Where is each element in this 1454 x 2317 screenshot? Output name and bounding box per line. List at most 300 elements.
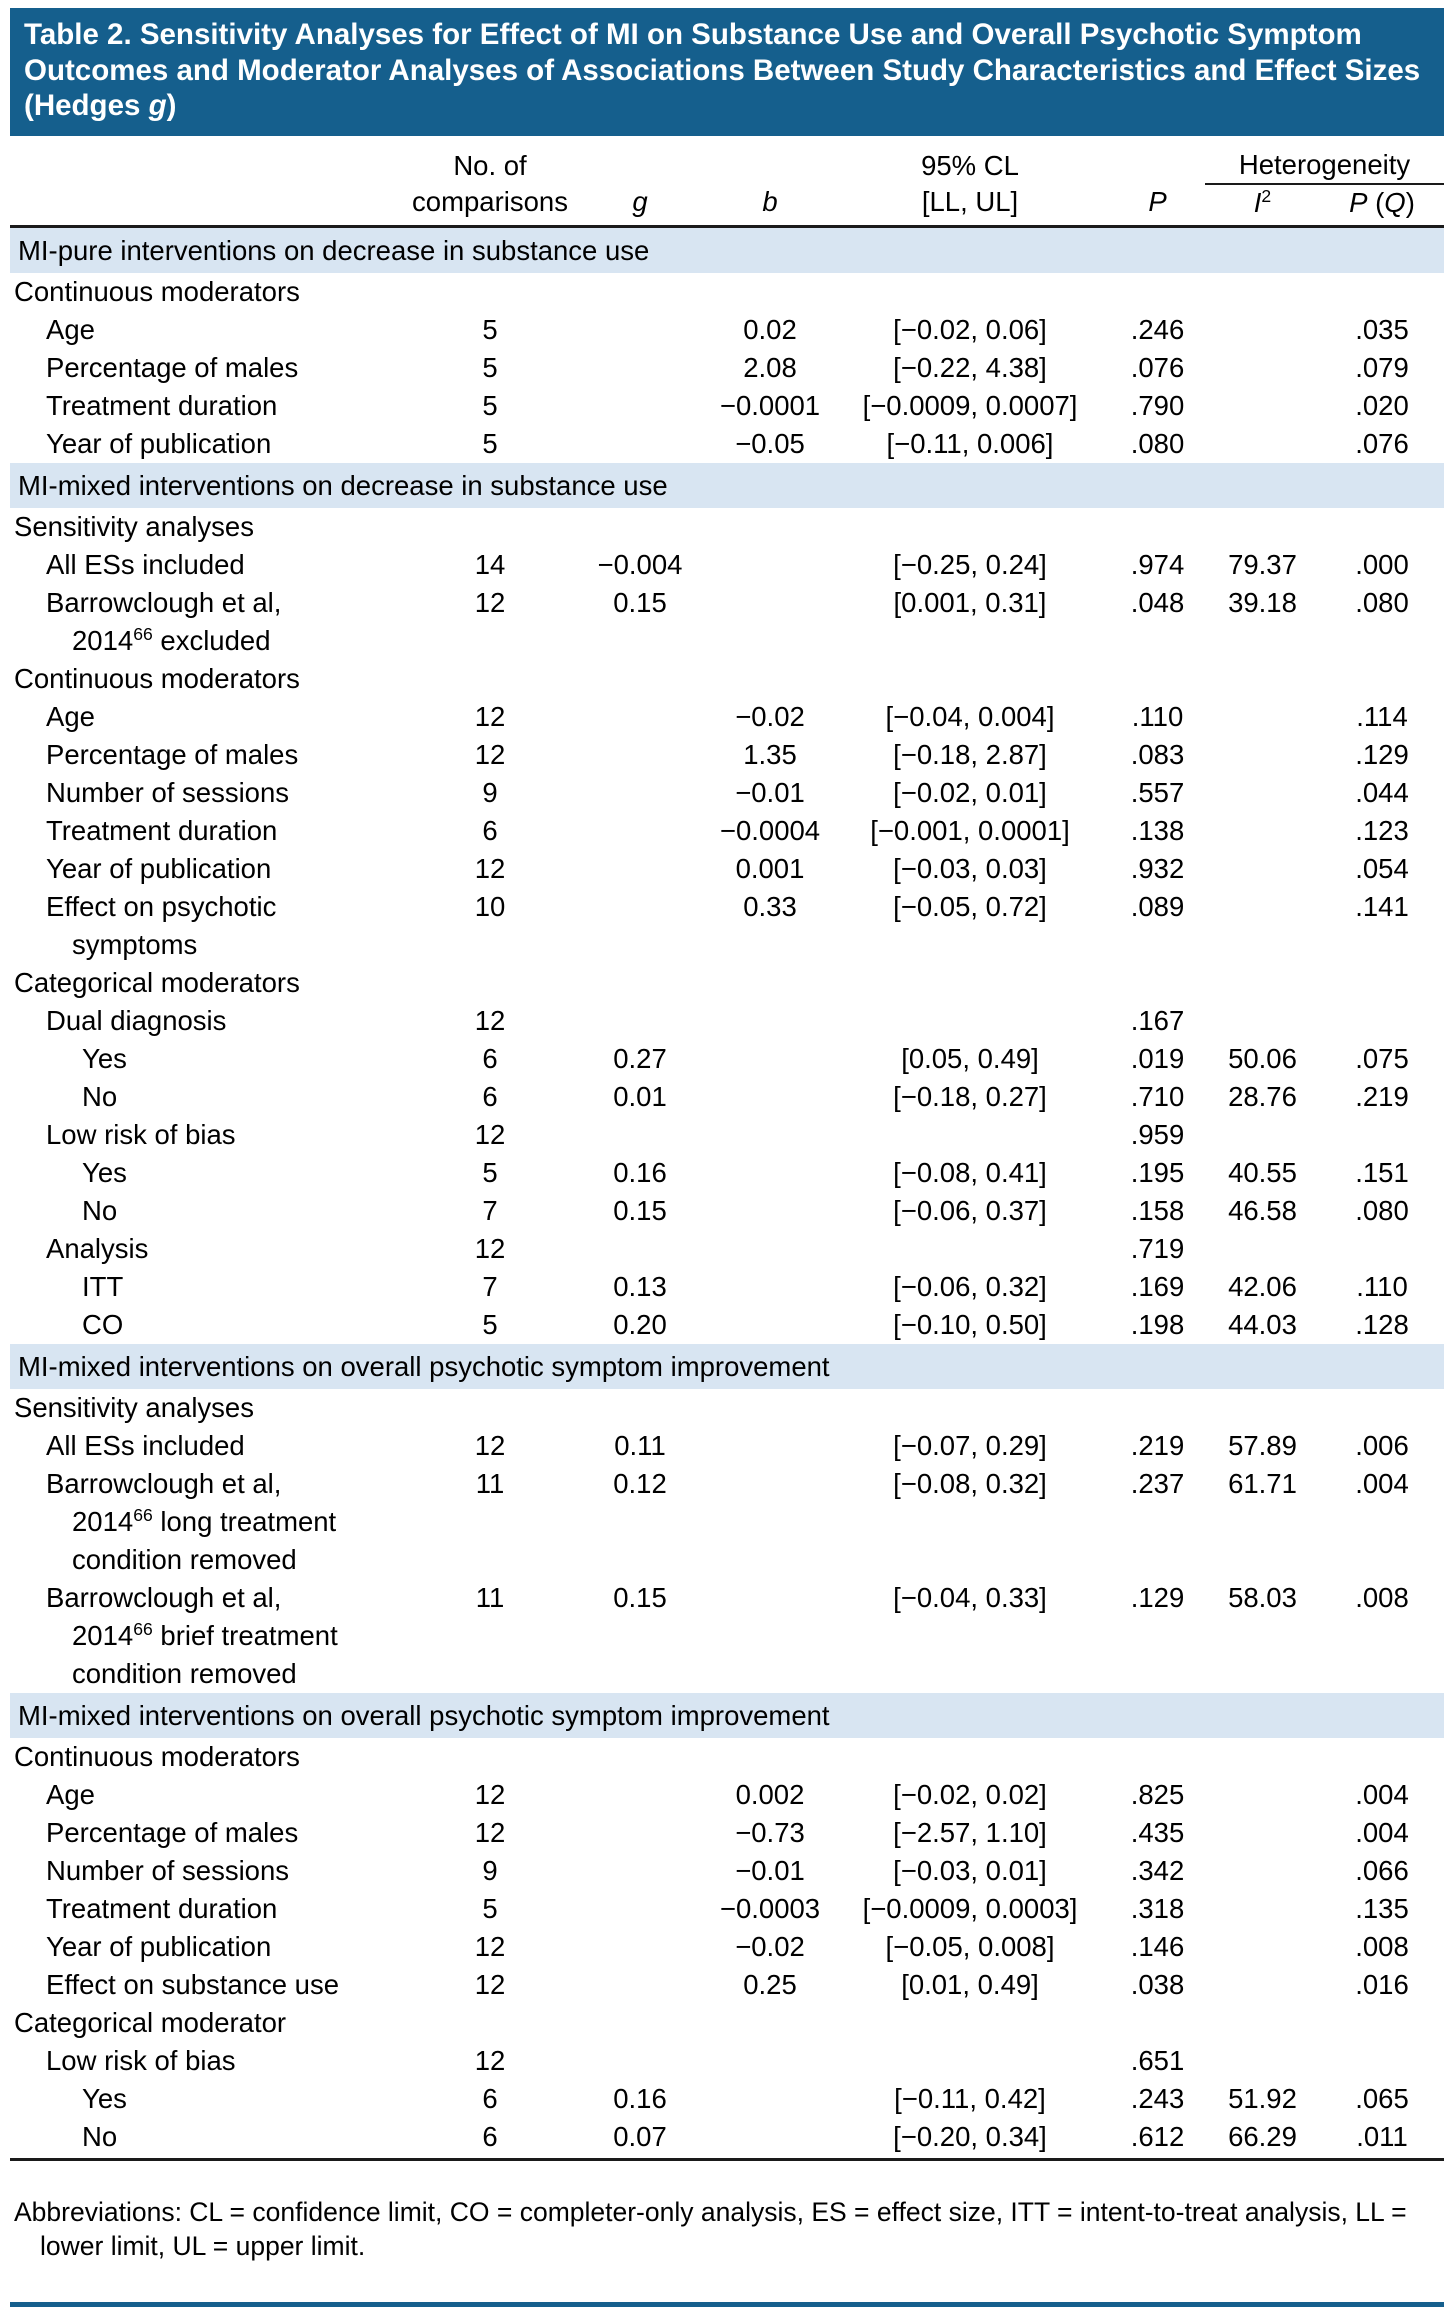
row-label: Effect on substance use [46, 1968, 340, 2000]
col-stub-blank [10, 139, 410, 184]
cell-comparisons: 14 [474, 548, 506, 580]
cell-p: .719 [1130, 1232, 1185, 1264]
cell-b: 0.002 [735, 1778, 805, 1810]
cell-comparisons: 6 [482, 1042, 498, 1074]
cell-b [710, 2042, 830, 2080]
cell-i2: 57.89 [1228, 1429, 1297, 1461]
cell-ci: [0.01, 0.49] [901, 1968, 1039, 2000]
table-row [10, 349, 1444, 387]
cell-g: 0.15 [613, 586, 667, 618]
cell-i2: 40.55 [1228, 1156, 1297, 1188]
cell-g: 0.16 [613, 1156, 667, 1188]
abbreviations-note: Abbreviations: CL = confidence limit, CO = completer-only analysis, ES = effect size, ITT = intent-to-treat analysis, LL = lower limit, UL = upper limit. [14, 2197, 1407, 2261]
table-row [10, 1306, 1444, 1344]
cell-b [710, 2080, 830, 2118]
cell-i2 [1205, 736, 1320, 774]
group-label: Sensitivity analyses [14, 510, 254, 542]
table-row [10, 1040, 1444, 1078]
cell-b: 0.02 [743, 313, 797, 345]
cell-g: 0.11 [614, 1429, 666, 1461]
cell-ci: [−0.20, 0.34] [893, 2120, 1047, 2152]
cell-g [570, 850, 710, 888]
row-label: Age [46, 313, 95, 345]
section-row [10, 226, 1444, 273]
cell-pq: .016 [1355, 1968, 1409, 2000]
cell-ci: [−0.05, 0.72] [893, 890, 1047, 922]
cell-i2 [1205, 812, 1320, 850]
cell-g: 0.01 [613, 1080, 667, 1112]
cell-p: .557 [1130, 776, 1185, 808]
header-row-bottom [10, 184, 1444, 227]
group-label: Continuous moderators [14, 1740, 300, 1772]
cell-pq: .008 [1355, 1930, 1409, 1962]
table-row [10, 1002, 1444, 1040]
cell-b: −0.0003 [719, 1892, 821, 1924]
cell-pq: .141 [1355, 890, 1409, 922]
cell-p: .129 [1130, 1581, 1185, 1613]
cell-g [570, 425, 710, 463]
cell-pq: .135 [1355, 1892, 1409, 1924]
cell-g: −0.004 [597, 548, 683, 580]
cell-i2: 28.76 [1228, 1080, 1297, 1112]
row-label: Effect on psychotic symptoms [46, 890, 277, 960]
cell-comparisons: 5 [482, 1892, 498, 1924]
cell-pq: .114 [1356, 700, 1408, 732]
cell-p: .790 [1130, 389, 1185, 421]
table-row [10, 1966, 1444, 2004]
col-b: b [710, 184, 830, 227]
cell-g: 0.15 [613, 1581, 667, 1613]
row-label: Low risk of bias [46, 1118, 236, 1150]
cell-pq: .020 [1355, 389, 1409, 421]
cell-pq: .076 [1355, 427, 1409, 459]
cell-ci [830, 1116, 1110, 1154]
cell-i2: 39.18 [1228, 586, 1297, 618]
cell-ci: [0.05, 0.49] [901, 1042, 1039, 1074]
cell-ci: [−0.18, 0.27] [893, 1080, 1047, 1112]
row-label: No [82, 2120, 118, 2152]
table-row [10, 1928, 1444, 1966]
cell-b: −0.01 [735, 1854, 805, 1886]
row-label: Treatment duration [46, 1892, 278, 1924]
table-row [10, 1268, 1444, 1306]
cell-comparisons: 7 [482, 1270, 498, 1302]
cell-p: .219 [1130, 1429, 1185, 1461]
cell-p: .080 [1130, 427, 1185, 459]
cell-p: .083 [1130, 738, 1185, 770]
cell-ci: [−0.02, 0.01] [893, 776, 1047, 808]
cell-i2 [1205, 888, 1320, 964]
cell-p: .198 [1130, 1308, 1185, 1340]
col-g-spacer [570, 139, 710, 184]
cell-p: .076 [1130, 351, 1185, 383]
cell-pq: .006 [1355, 1429, 1409, 1461]
table-row [10, 311, 1444, 349]
cell-p: .019 [1130, 1042, 1185, 1074]
table-row [10, 2080, 1444, 2118]
group-row [10, 2004, 1444, 2042]
cell-g [570, 1852, 710, 1890]
cell-b [710, 546, 830, 584]
cell-comparisons: 12 [474, 1968, 506, 2000]
table-row [10, 1427, 1444, 1465]
row-label: Barrowclough et al, 2014$^{66}$ excluded [46, 586, 282, 656]
cell-p: .959 [1130, 1118, 1185, 1150]
cell-comparisons: 12 [474, 1930, 506, 1962]
cell-ci: [−0.0009, 0.0003] [862, 1892, 1078, 1924]
cell-comparisons: 12 [474, 1004, 506, 1036]
section-label: MI-mixed interventions on overall psychotic symptom improvement [10, 1693, 1444, 1738]
cell-i2 [1205, 698, 1320, 736]
table-row [10, 387, 1444, 425]
cell-pq: .065 [1355, 2082, 1409, 2114]
cell-pq: .129 [1355, 738, 1409, 770]
cell-comparisons: 6 [482, 814, 498, 846]
cell-ci: [−0.11, 0.42] [894, 2082, 1046, 2114]
group-row [10, 1389, 1444, 1427]
cell-i2 [1205, 1928, 1320, 1966]
cell-g [570, 1002, 710, 1040]
cell-pq: .219 [1355, 1080, 1409, 1112]
cell-b [710, 1192, 830, 1230]
cell-g [570, 1928, 710, 1966]
cell-ci: [−0.04, 0.004] [885, 700, 1055, 732]
cell-ci: [−0.25, 0.24] [893, 548, 1047, 580]
cell-b [710, 1230, 830, 1268]
cell-comparisons: 6 [482, 2120, 498, 2152]
cell-b [710, 1154, 830, 1192]
cell-i2: 66.29 [1228, 2120, 1297, 2152]
section-row [10, 1693, 1444, 1738]
cell-b: −0.0001 [719, 389, 821, 421]
cell-b [710, 1078, 830, 1116]
group-label: Categorical moderator [14, 2006, 287, 2038]
cell-g [570, 349, 710, 387]
row-label: No [82, 1194, 118, 1226]
cell-ci: [−0.02, 0.06] [893, 313, 1047, 345]
cell-pq: .110 [1356, 1270, 1408, 1302]
bottom-rule [10, 2302, 1444, 2307]
table-row [10, 812, 1444, 850]
cell-pq: .066 [1355, 1854, 1409, 1886]
cell-i2 [1205, 1116, 1320, 1154]
cell-comparisons: 6 [482, 2082, 498, 2114]
cell-b: 1.35 [743, 738, 797, 770]
cell-g: 0.13 [613, 1270, 667, 1302]
group-row [10, 508, 1444, 546]
row-label: Barrowclough et al, 2014$^{66}$ brief treatment condition removed [46, 1581, 338, 1689]
cell-b [710, 1427, 830, 1465]
row-label: Number of sessions [46, 1854, 290, 1886]
cell-i2: 46.58 [1228, 1194, 1297, 1226]
col-ci-line1: 95% CL [921, 149, 1019, 181]
table-row [10, 1814, 1444, 1852]
col-b-spacer [710, 139, 830, 184]
row-label: Year of publication [46, 852, 272, 884]
row-label: Barrowclough et al, 2014$^{66}$ long treatment condition removed [46, 1467, 337, 1575]
cell-b: −0.05 [735, 427, 805, 459]
cell-i2: 50.06 [1228, 1042, 1297, 1074]
cell-i2 [1205, 1230, 1320, 1268]
cell-i2: 44.03 [1228, 1308, 1297, 1340]
section-label: MI-mixed interventions on overall psychotic symptom improvement [10, 1344, 1444, 1389]
cell-pq: .080 [1355, 586, 1409, 618]
cell-i2: 61.71 [1228, 1467, 1297, 1499]
cell-pq: .000 [1355, 548, 1409, 580]
cell-b: −0.02 [735, 1930, 805, 1962]
cell-p: .038 [1130, 1968, 1185, 2000]
cell-i2 [1205, 387, 1320, 425]
row-label: Analysis [46, 1232, 149, 1264]
cell-pq [1320, 1230, 1444, 1268]
cell-pq: .035 [1355, 313, 1409, 345]
cell-p: .651 [1130, 2044, 1185, 2076]
cell-p: .138 [1130, 814, 1185, 846]
cell-i2 [1205, 774, 1320, 812]
cell-ci: [−0.03, 0.03] [893, 852, 1047, 884]
group-row [10, 273, 1444, 311]
row-label: Percentage of males [46, 738, 299, 770]
cell-p: .825 [1130, 1778, 1185, 1810]
cell-comparisons: 12 [474, 1232, 506, 1264]
group-label: Categorical moderators [14, 966, 300, 998]
table-2 [10, 139, 1444, 2156]
cell-i2: 42.06 [1228, 1270, 1297, 1302]
cell-pq [1320, 1116, 1444, 1154]
table-row [10, 1192, 1444, 1230]
col-i2: $I^2$ [1205, 184, 1320, 227]
cell-ci: [−0.18, 2.87] [893, 738, 1047, 770]
cell-comparisons: 5 [482, 389, 498, 421]
cell-pq: .080 [1355, 1194, 1409, 1226]
header-row-top [10, 139, 1444, 184]
cell-pq: .004 [1355, 1816, 1409, 1848]
col-ci-line2: [LL, UL] [830, 184, 1110, 227]
group-row [10, 660, 1444, 698]
row-label: Yes [82, 1156, 127, 1188]
table-row [10, 1579, 1444, 1693]
cell-p: .048 [1130, 586, 1185, 618]
section-label: MI-pure interventions on decrease in substance use [10, 226, 1444, 273]
row-label: All ESs included [46, 548, 245, 580]
table-row [10, 1465, 1444, 1579]
cell-b [710, 584, 830, 660]
cell-g [570, 888, 710, 964]
cell-comparisons: 5 [482, 427, 498, 459]
cell-comparisons: 9 [482, 776, 498, 808]
cell-ci: [−0.10, 0.50] [893, 1308, 1047, 1340]
row-label: Treatment duration [46, 814, 278, 846]
cell-comparisons: 5 [482, 1308, 498, 1340]
cell-ci [830, 1002, 1110, 1040]
cell-pq: .075 [1355, 1042, 1409, 1074]
cell-comparisons: 12 [474, 1429, 506, 1461]
cell-p: .318 [1130, 1892, 1185, 1924]
table-row [10, 1776, 1444, 1814]
cell-pq: .128 [1355, 1308, 1409, 1340]
cell-ci: [−0.06, 0.32] [893, 1270, 1047, 1302]
table-body [10, 226, 1444, 2156]
section-row [10, 1344, 1444, 1389]
cell-b [710, 1306, 830, 1344]
cell-p: .435 [1130, 1816, 1185, 1848]
cell-ci [830, 1230, 1110, 1268]
cell-ci: [−0.05, 0.008] [885, 1930, 1055, 1962]
cell-g [570, 774, 710, 812]
cell-p: .974 [1130, 548, 1185, 580]
table-row [10, 584, 1444, 660]
cell-ci: [−0.11, 0.006] [886, 427, 1054, 459]
cell-comparisons: 12 [474, 738, 506, 770]
cell-b [710, 1579, 830, 1693]
row-label: Percentage of males [46, 1816, 299, 1848]
cell-p: .110 [1131, 700, 1184, 732]
table-row [10, 2042, 1444, 2080]
cell-ci: [−0.06, 0.37] [893, 1194, 1047, 1226]
cell-g [570, 1776, 710, 1814]
cell-g [570, 698, 710, 736]
col-comparisons-line1: No. of [453, 149, 527, 181]
cell-p: .169 [1130, 1270, 1185, 1302]
table-header [10, 139, 1444, 227]
table-title-banner [10, 8, 1444, 136]
group-label: Continuous moderators [14, 275, 300, 307]
row-label: Dual diagnosis [46, 1004, 227, 1036]
cell-g [570, 1116, 710, 1154]
cell-comparisons: 12 [474, 1778, 506, 1810]
cell-i2 [1205, 1002, 1320, 1040]
cell-p: .246 [1130, 313, 1185, 345]
table-row [10, 546, 1444, 584]
cell-ci [830, 2042, 1110, 2080]
cell-p: .146 [1130, 1930, 1185, 1962]
row-label: CO [82, 1308, 124, 1340]
cell-g [570, 2042, 710, 2080]
row-label: Number of sessions [46, 776, 290, 808]
cell-pq: .044 [1355, 776, 1409, 808]
row-label: Yes [82, 1042, 127, 1074]
table-row [10, 698, 1444, 736]
cell-comparisons: 12 [474, 586, 506, 618]
section-row [10, 463, 1444, 508]
table-row [10, 2118, 1444, 2156]
cell-ci: [−0.03, 0.01] [893, 1854, 1047, 1886]
cell-comparisons: 12 [474, 1816, 506, 1848]
table-row [10, 736, 1444, 774]
cell-ci: [−0.08, 0.41] [893, 1156, 1047, 1188]
col-pq: P (Q) [1320, 184, 1444, 227]
cell-comparisons: 12 [474, 852, 506, 884]
footnote-rule [10, 2158, 1444, 2161]
cell-pq: .054 [1355, 852, 1409, 884]
cell-comparisons: 7 [482, 1194, 498, 1226]
table-title: Table 2. Sensitivity Analyses for Effect of MI on Substance Use and Overall Psychotic Symptom Outcomes and Moderator Analyses of Associations Between Study Characteristics and Effect Sizes (Hedges g) [24, 18, 1421, 122]
cell-g [570, 1814, 710, 1852]
table-row [10, 1852, 1444, 1890]
row-label: Yes [82, 2082, 127, 2114]
cell-pq: .011 [1356, 2120, 1408, 2152]
cell-i2: 79.37 [1228, 548, 1297, 580]
group-row [10, 964, 1444, 1002]
cell-p: .237 [1130, 1467, 1185, 1499]
cell-g [570, 387, 710, 425]
cell-i2 [1205, 2042, 1320, 2080]
cell-pq: .079 [1355, 351, 1409, 383]
cell-ci: [−0.0009, 0.0007] [862, 389, 1078, 421]
cell-comparisons: 12 [474, 700, 506, 732]
cell-g: 0.07 [613, 2120, 667, 2152]
row-label: No [82, 1080, 118, 1112]
cell-ci: [−0.22, 4.38] [893, 351, 1047, 383]
cell-b [710, 1465, 830, 1579]
cell-p: .932 [1130, 852, 1185, 884]
cell-comparisons: 11 [475, 1581, 505, 1613]
col-stub-blank2 [10, 184, 410, 227]
cell-ci: [−0.07, 0.29] [893, 1429, 1047, 1461]
cell-i2 [1205, 1890, 1320, 1928]
cell-p: .158 [1130, 1194, 1185, 1226]
cell-p: .195 [1130, 1156, 1185, 1188]
table-row [10, 850, 1444, 888]
cell-g: 0.12 [613, 1467, 667, 1499]
row-label: All ESs included [46, 1429, 245, 1461]
cell-pq: .004 [1355, 1778, 1409, 1810]
cell-b: 0.001 [735, 852, 805, 884]
cell-b: 2.08 [743, 351, 797, 383]
cell-pq: .008 [1355, 1581, 1409, 1613]
cell-comparisons: 11 [475, 1467, 505, 1499]
cell-g: 0.16 [613, 2082, 667, 2114]
cell-b: −0.02 [735, 700, 805, 732]
cell-b [710, 2118, 830, 2156]
cell-comparisons: 6 [482, 1080, 498, 1112]
row-label: Treatment duration [46, 389, 278, 421]
section-label: MI-mixed interventions on decrease in substance use [10, 463, 1444, 508]
cell-ci: [−0.02, 0.02] [893, 1778, 1047, 1810]
col-g: g [570, 184, 710, 227]
col-p-spacer [1110, 139, 1205, 184]
cell-b: −0.01 [735, 776, 805, 808]
cell-comparisons: 10 [474, 890, 506, 922]
cell-i2: 51.92 [1228, 2082, 1297, 2114]
table-row [10, 425, 1444, 463]
cell-b [710, 1002, 830, 1040]
cell-b [710, 1040, 830, 1078]
cell-pq: .004 [1355, 1467, 1409, 1499]
cell-p: .612 [1130, 2120, 1185, 2152]
cell-g: 0.20 [613, 1308, 667, 1340]
table-row [10, 888, 1444, 964]
cell-comparisons: 12 [474, 1118, 506, 1150]
cell-ci: [−0.001, 0.0001] [870, 814, 1070, 846]
cell-ci: [−0.08, 0.32] [893, 1467, 1047, 1499]
table-row [10, 1230, 1444, 1268]
cell-pq: .123 [1355, 814, 1409, 846]
cell-b: 0.33 [743, 890, 797, 922]
cell-p: .089 [1130, 890, 1185, 922]
cell-comparisons: 5 [482, 351, 498, 383]
group-label: Sensitivity analyses [14, 1391, 254, 1423]
row-label: ITT [82, 1270, 124, 1302]
cell-g [570, 311, 710, 349]
cell-b [710, 1268, 830, 1306]
cell-b [710, 1116, 830, 1154]
cell-i2 [1205, 1852, 1320, 1890]
table-row [10, 1890, 1444, 1928]
cell-p: .710 [1130, 1080, 1185, 1112]
table-row [10, 1116, 1444, 1154]
cell-i2 [1205, 1966, 1320, 2004]
